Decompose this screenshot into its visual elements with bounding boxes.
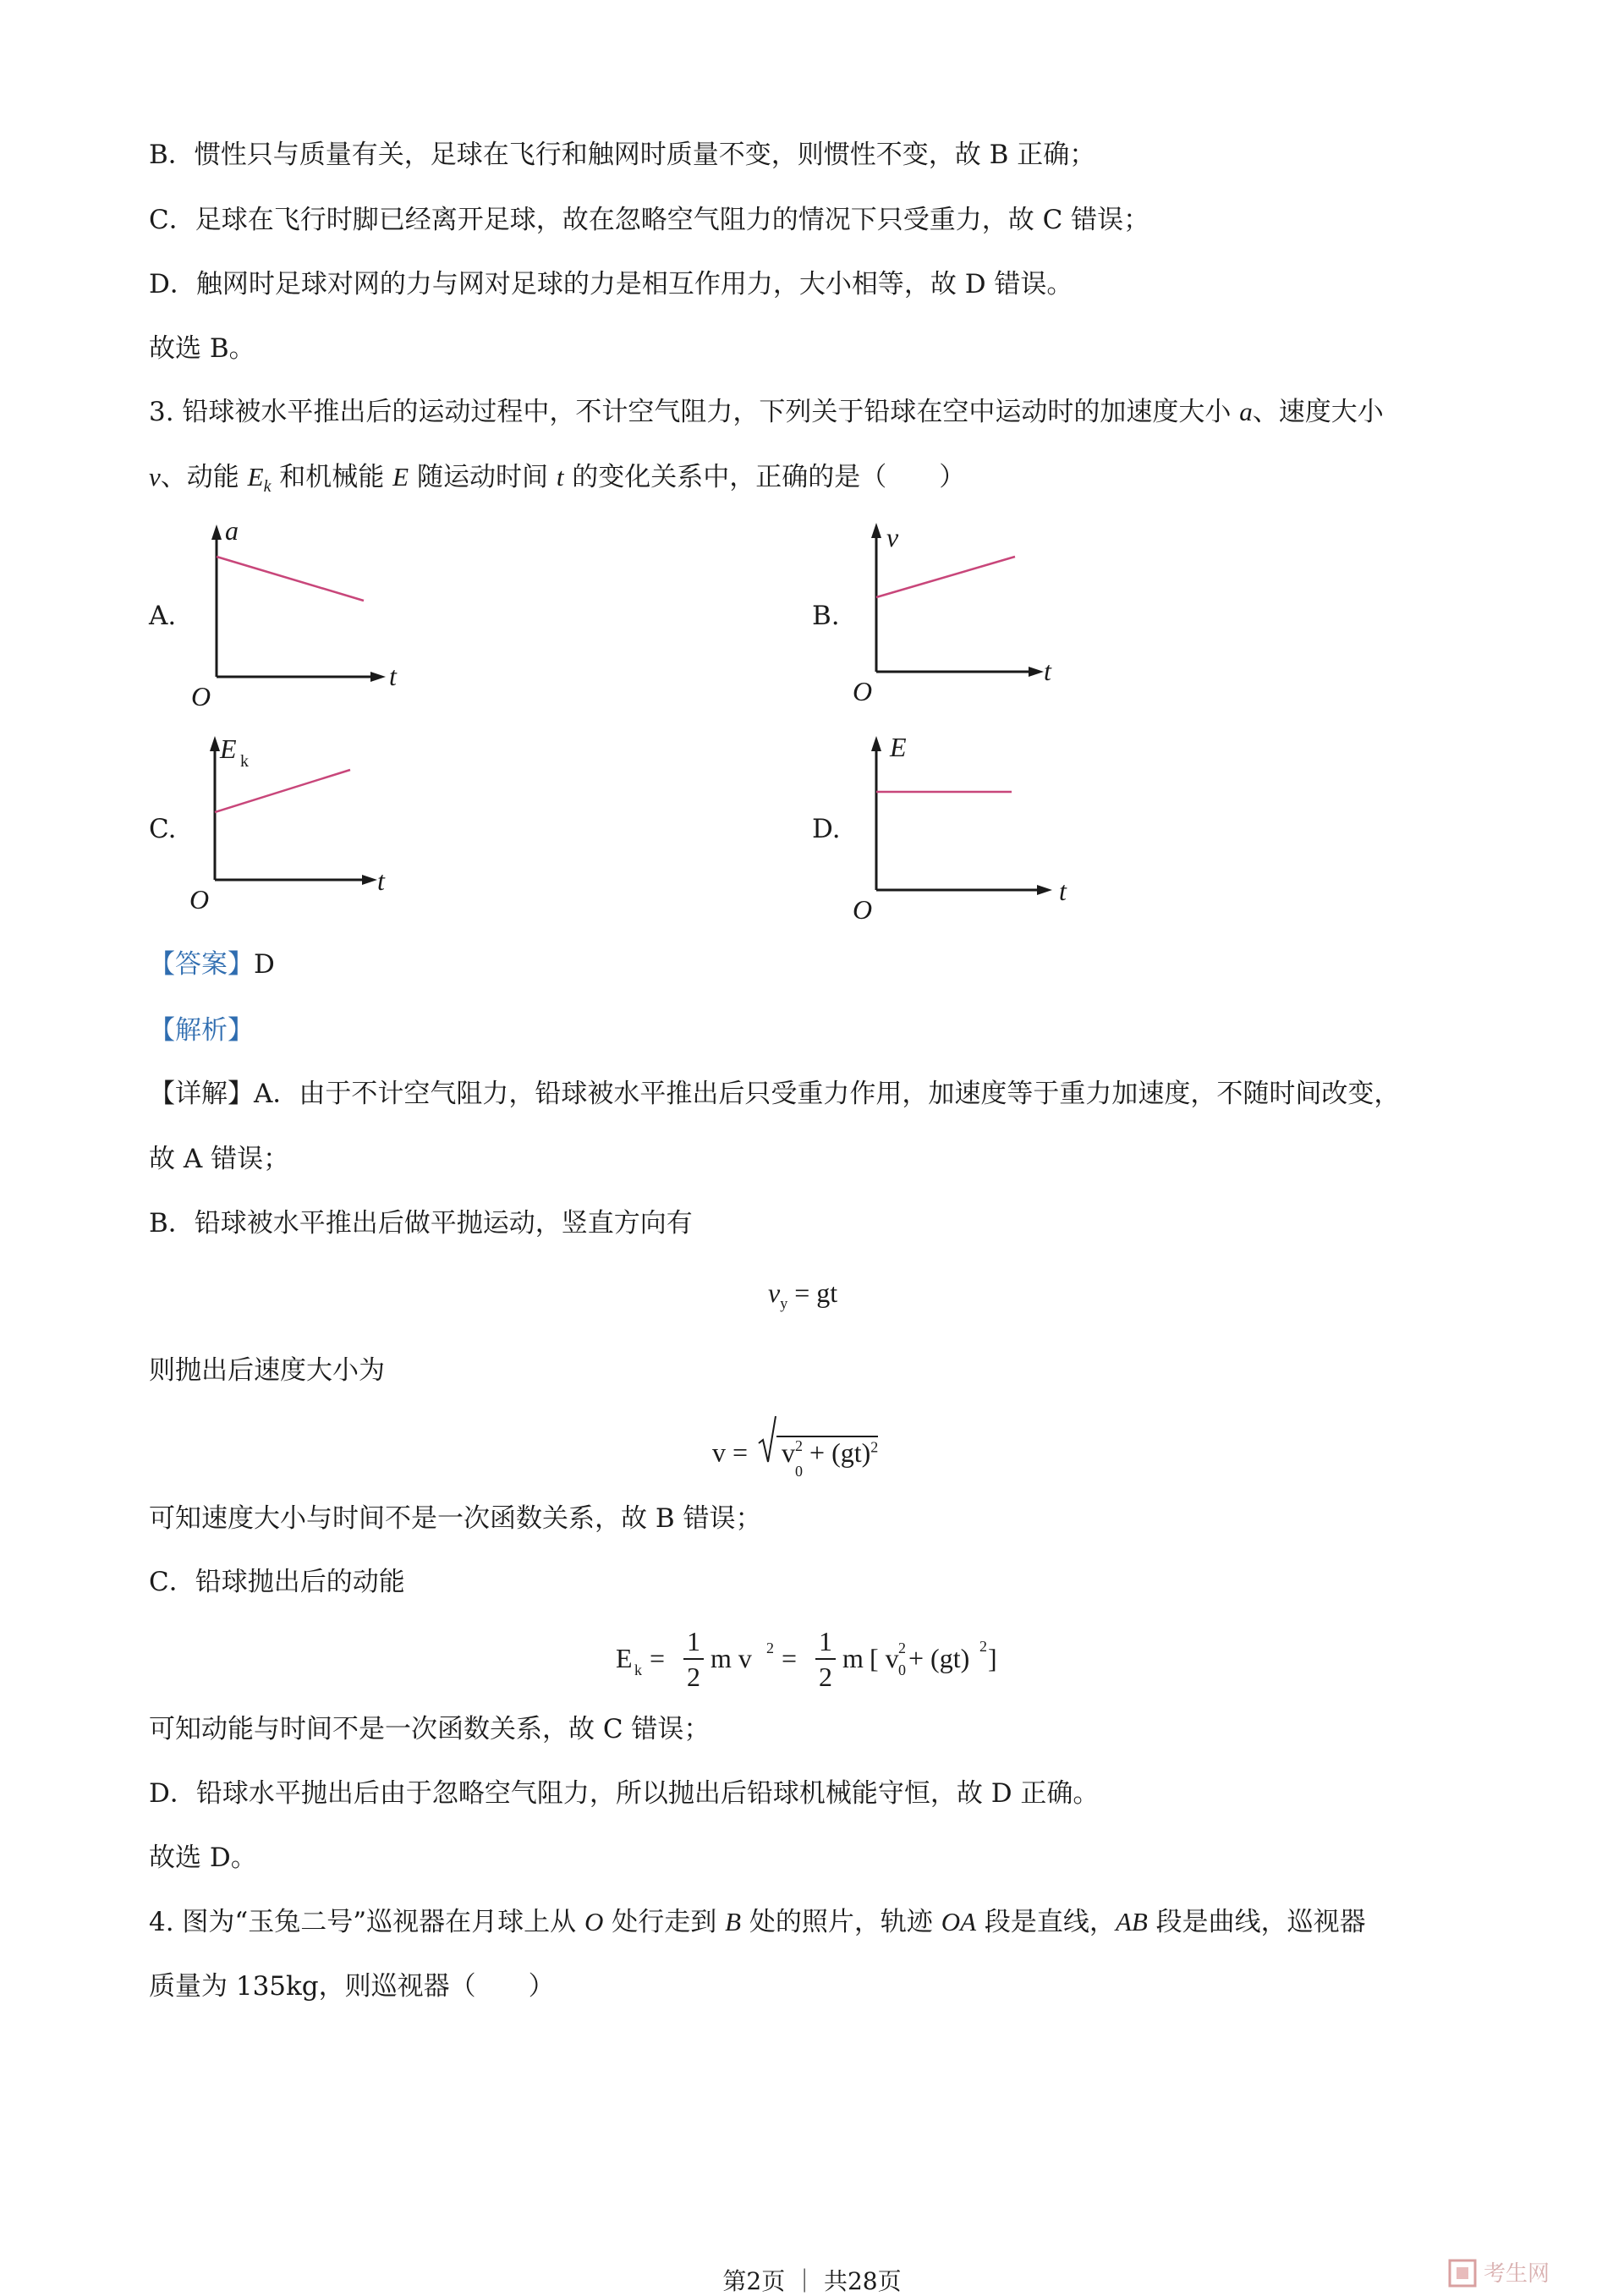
answer-label: 【答案】	[149, 949, 254, 980]
detail-line: 可知速度大小与时间不是一次函数关系，故 B 错误；	[149, 1503, 762, 1534]
graph-c	[178, 728, 414, 931]
text-line: C．足球在飞行时脚已经离开足球，故在忽略空气阻力的情况下只受重力，故 C 错误；	[149, 205, 1150, 235]
question-4-line2: 质量为 135kg，则巡视器（ ）	[149, 1971, 555, 2002]
formula-vy: $v_y$ = gt	[768, 1277, 838, 1312]
axis-label-a: a	[225, 515, 239, 546]
curve-b	[876, 557, 1015, 597]
axis-label-e: E	[890, 732, 907, 762]
detail-line: 则抛出后速度大小为	[149, 1355, 385, 1386]
option-b-label: B.	[812, 601, 840, 631]
option-d-label: D.	[812, 814, 841, 844]
text-line: D．触网时足球对网的力与网对足球的力是相互作用力，大小相等，故 D 错误。	[149, 269, 1073, 299]
curve-a	[217, 557, 364, 601]
answer-value: D	[254, 949, 275, 980]
analysis-label: 【解析】	[149, 1015, 254, 1046]
formula-ek: E k = 1 2 m v 2 = 1 2 m [ v 2 0 + (gt) 2 ]	[616, 1626, 997, 1692]
detail-line: 【详解】A．由于不计空气阻力，铅球被水平推出后只受重力作用，加速度等于重力加速度，不随时间改变，	[149, 1079, 1401, 1109]
graph-b	[837, 516, 1074, 719]
question-4-line1: 4. 图为“玉兔二号”巡视器在月球上从 O 处行走到 B 处的照片，轨迹 OA 段是直线，AB 段是曲线，巡视器	[149, 1907, 1366, 1937]
origin-label: O	[189, 884, 210, 915]
origin-label: O	[191, 681, 211, 711]
detail-line: C．铅球抛出后的动能	[149, 1567, 405, 1597]
detail-line: B．铅球被水平推出后做平抛运动，竖直方向有	[149, 1208, 693, 1239]
sqrt-expression: v 2 $_0$ + (gt)$^2$	[758, 1430, 878, 1480]
axis-label-t: t	[389, 661, 397, 691]
axis-label-ek-sub: k	[240, 752, 249, 771]
detail-line: 可知动能与时间不是一次函数关系，故 C 错误；	[149, 1714, 710, 1744]
axis-label-ek: E	[220, 733, 237, 764]
page-footer: 第2页 ｜ 共28页	[722, 2267, 902, 2295]
logo-icon	[1446, 2257, 1616, 2291]
origin-label: O	[853, 676, 873, 706]
origin-label: O	[853, 894, 873, 925]
svg-text:考生网: 考生网	[1484, 2261, 1550, 2287]
detail-line: 故 A 错误；	[149, 1144, 290, 1174]
text-line: 故选 B。	[149, 333, 255, 364]
graph-d	[837, 728, 1074, 931]
sqrt-icon	[758, 1414, 776, 1467]
text-line: B．惯性只与质量有关，足球在飞行和触网时质量不变，则惯性不变，故 B 正确；	[149, 140, 1096, 170]
axis-label-t: t	[377, 865, 385, 896]
curve-c	[215, 770, 350, 812]
question-3-line2: v、动能 $E_k$ 和机械能 E 随运动时间 t 的变化关系中，正确的是（ ）	[149, 462, 966, 497]
option-c-label: C.	[149, 814, 177, 844]
detail-line: 故选 D。	[149, 1843, 257, 1873]
axis-label-t: t	[1059, 876, 1067, 906]
watermark-logo	[1446, 2257, 1616, 2291]
graph-a	[178, 516, 414, 719]
axis-label-t: t	[1044, 656, 1051, 686]
option-a-label: A.	[149, 601, 177, 631]
detail-line: D．铅球水平抛出后由于忽略空气阻力，所以抛出后铅球机械能守恒，故 D 正确。	[149, 1778, 1100, 1809]
axis-label-v: v	[886, 522, 899, 552]
formula-v: v = v 2 $_0$ + (gt)$^2$	[712, 1430, 878, 1480]
answer-line	[149, 948, 275, 981]
question-3-line1: 3. 铅球被水平推出后的运动过程中，不计空气阻力，下列关于铅球在空中运动时的加速度大小 a、速度大小	[149, 397, 1384, 427]
